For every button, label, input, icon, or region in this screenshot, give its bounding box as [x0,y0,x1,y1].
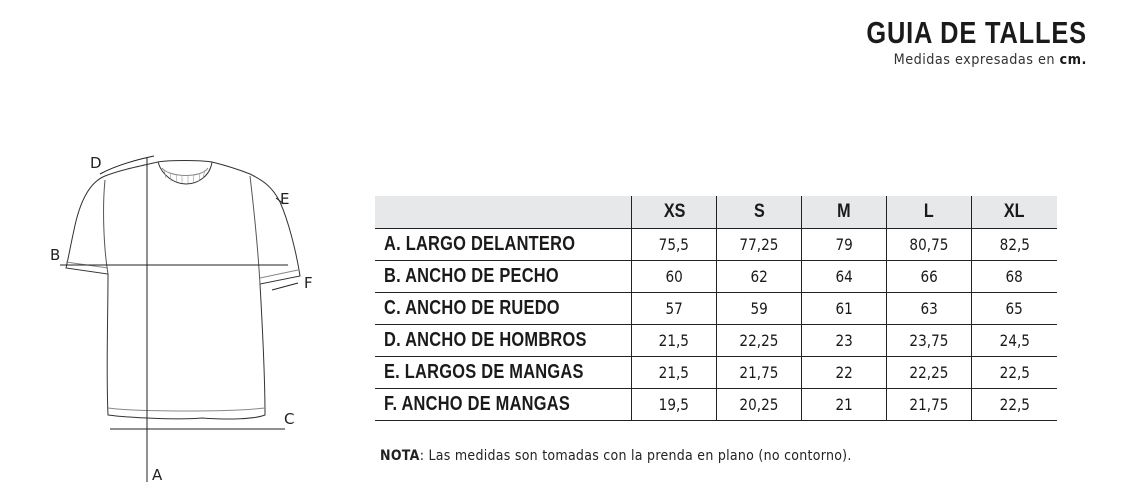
table-cell: 59 [717,293,802,325]
table-row [375,357,1057,389]
size-table [375,196,1057,421]
table-cell: 57 [632,293,717,325]
measurement-note [380,448,852,464]
table-cell: 21 [802,389,887,421]
table-cell: 66 [887,261,972,293]
row-label: A. LARGO DELANTERO [375,229,632,261]
table-row [375,389,1057,421]
table-cell: 22,25 [717,325,802,357]
tshirt-left-sleeve-seam [104,180,108,274]
table-cell: 21,5 [632,325,717,357]
table-cell: 82,5 [972,229,1057,261]
table-cell: 68 [972,261,1057,293]
table-row [375,261,1057,293]
table-cell: 22,5 [972,357,1057,389]
row-label: C. ANCHO DE RUEDO [375,293,632,325]
diagram-label-e: E [280,190,290,208]
table-cell: 61 [802,293,887,325]
diagram-label-d: D [90,154,102,172]
table-cell: 77,25 [717,229,802,261]
table-cell: 64 [802,261,887,293]
size-header-row [375,196,1057,229]
table-cell: 22 [802,357,887,389]
size-header-s: S [717,196,802,229]
table-cell: 65 [972,293,1057,325]
row-label: D. ANCHO DE HOMBROS [375,325,632,357]
note-key: NOTA [380,448,420,464]
table-cell: 23,75 [887,325,972,357]
size-header-xs: XS [632,196,717,229]
diagram-label-b: B [50,246,61,264]
diagram-label-f: F [304,274,313,292]
table-row [375,229,1057,261]
table-cell: 21,75 [887,389,972,421]
table-cell: 62 [717,261,802,293]
table-cell: 21,5 [632,357,717,389]
table-cell: 75,5 [632,229,717,261]
table-row [375,293,1057,325]
diagram-label-a: A [152,466,163,484]
table-cell: 63 [887,293,972,325]
tshirt-collar-inner [158,162,212,184]
row-label: F. ANCHO DE MANGAS [375,389,632,421]
row-label: E. LARGOS DE MANGAS [375,357,632,389]
table-cell: 22,25 [887,357,972,389]
table-cell: 20,25 [717,389,802,421]
title-block [818,14,1087,68]
tshirt-right-sleeve-seam [250,176,260,284]
table-cell: 24,5 [972,325,1057,357]
page-title: GUIA DE TALLES [866,15,1087,50]
diagram-label-c: C [284,410,295,428]
table-cell: 79 [802,229,887,261]
table-cell: 80,75 [887,229,972,261]
tshirt-illustration [40,140,340,490]
table-cell: 23 [802,325,887,357]
size-header-l: L [887,196,972,229]
table-row [375,325,1057,357]
tshirt-collar-outer [158,161,212,163]
size-header-xl: XL [972,196,1057,229]
measure-line-f [272,283,298,290]
tshirt-outline [66,162,300,419]
table-cell: 22,5 [972,389,1057,421]
page-subtitle [840,52,1087,68]
table-cell: 19,5 [632,389,717,421]
header-blank-cell [375,196,632,229]
table-cell: 21,75 [717,357,802,389]
table-cell: 60 [632,261,717,293]
subtitle-unit: cm. [1059,52,1087,68]
note-text: : Las medidas son tomadas con la prenda en plano (no contorno). [419,448,852,464]
tshirt-diagram [40,140,340,490]
row-label: B. ANCHO DE PECHO [375,261,632,293]
subtitle-text: Medidas expresadas en [893,52,1056,68]
size-header-m: M [802,196,887,229]
